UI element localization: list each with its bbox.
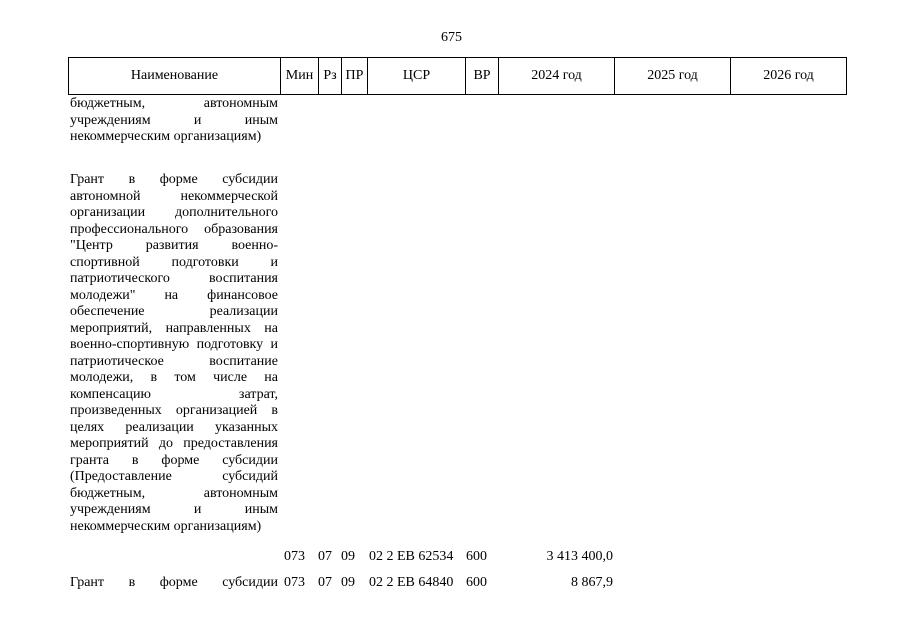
col-header-2025: 2025 год	[615, 58, 731, 95]
row-pr: 09	[341, 549, 355, 564]
col-header-2026: 2026 год	[731, 58, 847, 95]
row-2024: 3 413 400,0	[546, 549, 613, 564]
row-pr: 09	[341, 575, 355, 590]
table-header	[68, 57, 847, 95]
row-2024: 8 867,9	[571, 575, 613, 590]
row-csr: 02 2 ЕВ 64840	[369, 575, 454, 590]
row-rz: 07	[318, 549, 332, 564]
row-name: Грант в форме субсидии	[70, 575, 278, 590]
row-vr: 600	[466, 549, 487, 564]
row-name: Грант в форме субсидии автономной некоммерческой организации дополнительного профессионального образования "Центр развития военно-спортивной подготовки и патриотического воспитания молодежи" на финансовое обеспечение реализации мероприятий, направленных на военно-спортивную подготовку и патриотическое воспитание молодежи, в том числе на компенсацию затрат, произведенных организацией в целях реализации указанных мероприятий до предоставления гранта в форме субсидии (Предоставление субсидий бюджетным, автономным учреждениям и иным некоммерческим организациям)	[70, 172, 278, 534]
col-header-2024: 2024 год	[499, 58, 615, 95]
col-header-pr: ПР	[342, 58, 368, 95]
page-number: 675	[441, 30, 462, 45]
col-header-csr: ЦСР	[368, 58, 466, 95]
col-header-vr: ВР	[466, 58, 499, 95]
row-name: бюджетным, автономным учреждениям и иным некоммерческим организациям)	[70, 96, 278, 144]
row-min: 073	[284, 575, 305, 590]
row-rz: 07	[318, 575, 332, 590]
col-header-name: Наименование	[69, 58, 281, 95]
row-csr: 02 2 ЕВ 62534	[369, 549, 454, 564]
col-header-min: Мин	[281, 58, 319, 95]
row-vr: 600	[466, 575, 487, 590]
row-min: 073	[284, 549, 305, 564]
col-header-rz: Рз	[319, 58, 342, 95]
